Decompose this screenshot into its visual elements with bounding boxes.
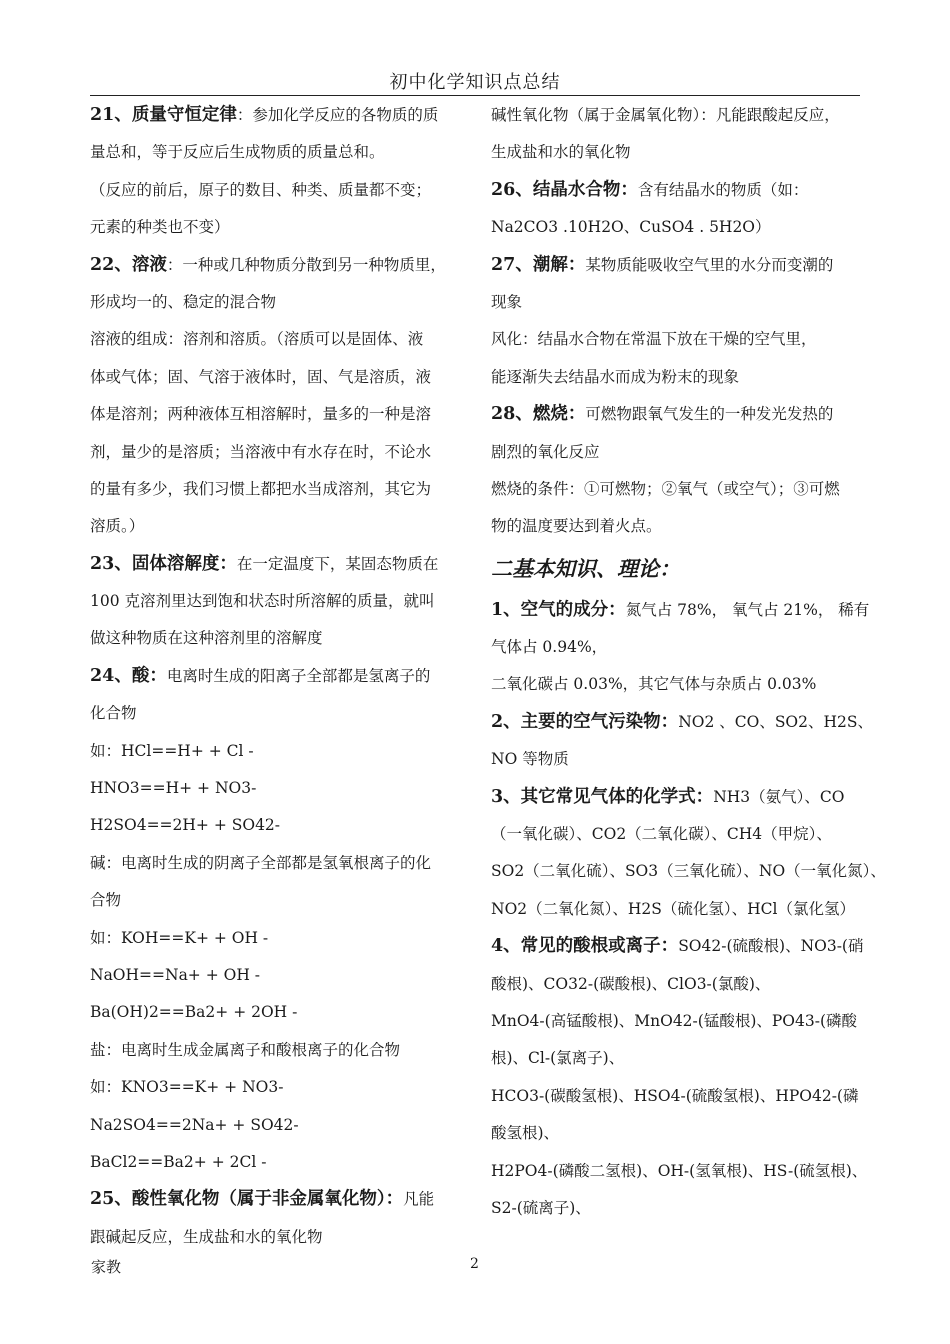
- body-text: 如：KOH==K+ + OH -: [90, 928, 269, 947]
- text-line: [90, 695, 460, 732]
- body-text: 物的温度要达到着火点。: [491, 517, 662, 536]
- text-line: [491, 853, 886, 890]
- body-text: 形成均一的、稳定的混合物: [90, 292, 277, 311]
- text-line: [491, 209, 861, 246]
- body-text: 跟碱起反应，生成盐和水的氧化物: [90, 1227, 323, 1246]
- body-text: NaOH==Na+ + OH -: [90, 965, 261, 984]
- text-line: [90, 471, 460, 508]
- text-line: [491, 471, 861, 508]
- body-text: 电离时生成的阳离子全部都是氢离子的: [166, 666, 431, 685]
- body-text: HCO3-(碳酸氢根)、HSO4-(硫酸氢根)、HPO42-(磷: [491, 1086, 859, 1105]
- text-line: [90, 620, 460, 657]
- body-text: （一氧化碳）、CO2（二氧化碳）、CH4（甲烷）、: [491, 825, 832, 844]
- text-line: [491, 666, 861, 703]
- text-line: [491, 284, 861, 321]
- body-text: 现象: [491, 292, 523, 311]
- text-line: [90, 1107, 460, 1144]
- body-text: 溶质。）: [90, 517, 145, 536]
- text-line: [491, 508, 861, 545]
- body-text: 根)、Cl-(氯离子)、: [491, 1049, 625, 1068]
- body-text: NO2（二氧化氮）、H2S（硫化氢）、HCl（氯化氢）: [491, 899, 855, 918]
- text-line: [491, 359, 861, 396]
- text-line: [90, 247, 460, 284]
- body-text: 剧烈的氧化反应: [491, 442, 600, 461]
- text-line: [90, 434, 460, 471]
- text-line: [491, 1190, 861, 1227]
- term-heading: 25、酸性氧化物（属于非金属氧化物）：: [90, 1189, 404, 1210]
- body-text: 风化：结晶水合物在常温下放在干燥的空气里，: [491, 330, 817, 349]
- text-line: [90, 97, 460, 134]
- text-line: [491, 396, 861, 433]
- text-line: [90, 658, 460, 695]
- text-line: [491, 97, 861, 134]
- body-text: 二氧化碳占 0.03%，其它气体与杂质占 0.03%: [491, 675, 817, 694]
- body-text: 体或气体；固、气溶于液体时，固、气是溶质，液: [90, 367, 432, 386]
- body-text: 燃烧的条件：①可燃物；②氧气（或空气）；③可燃: [491, 479, 840, 498]
- text-line: [491, 779, 861, 816]
- text-line: [90, 957, 460, 994]
- body-text: NH3（氨气）、CO: [713, 787, 845, 806]
- text-line: [90, 1069, 460, 1106]
- body-text: MnO4-(高锰酸根)、MnO42-(锰酸根)、PO43-(磷酸: [491, 1011, 858, 1030]
- body-text: 凡能: [403, 1190, 435, 1209]
- term-heading: 24、酸：: [90, 665, 167, 686]
- text-line: [491, 891, 861, 928]
- body-text: 能逐渐失去结晶水而成为粉末的现象: [491, 367, 740, 386]
- body-text: 溶液的组成：溶剂和溶质。（溶质可以是固体、液: [90, 330, 424, 349]
- term-heading: 26、结晶水合物：: [491, 179, 638, 200]
- text-line: [90, 807, 460, 844]
- text-line: [90, 920, 460, 957]
- body-text: 生成盐和水的氧化物: [491, 143, 631, 162]
- text-line: [491, 1115, 861, 1152]
- body-text: HNO3==H+ + NO3-: [90, 779, 257, 798]
- text-line: [90, 1219, 460, 1256]
- page-header-title: 初中化学知识点总结: [389, 72, 561, 93]
- text-line: [491, 1153, 868, 1190]
- body-text: 含有结晶水的物质（如：: [637, 180, 809, 199]
- body-text: 化合物: [90, 704, 137, 723]
- text-line: [491, 629, 861, 666]
- body-text: 合物: [90, 891, 122, 910]
- text-line: [491, 1040, 861, 1077]
- body-text: H2PO4-(磷酸二氢根)、OH-(氢氧根)、HS-(硫氢根)、: [491, 1161, 868, 1180]
- text-line: [491, 816, 861, 853]
- body-text: 做这种物质在这种溶剂里的溶解度: [90, 629, 323, 648]
- body-text: （反应的前后，原子的数目、种类、质量都不变；: [90, 180, 432, 199]
- term-heading: 27、潮解：: [491, 254, 586, 275]
- term-heading: 4、常见的酸根或离子：: [491, 936, 679, 957]
- body-text: 碱：电离时生成的阴离子全部都是氢氧根离子的化: [90, 853, 432, 872]
- text-line: [90, 284, 460, 321]
- body-text: SO42-(硫酸根)、NO3-(硝: [678, 937, 864, 956]
- text-line: [90, 845, 460, 882]
- text-line: [90, 546, 460, 583]
- body-text: 体是溶剂；两种液体互相溶解时，量多的一种是溶: [90, 405, 432, 424]
- body-text: Na2SO4==2Na+ + SO42-: [90, 1115, 299, 1134]
- text-line: [491, 966, 861, 1003]
- body-text: SO2（二氧化硫）、SO3（三氧化硫）、NO（一氧化氮）、: [491, 862, 886, 881]
- text-line: [90, 359, 460, 396]
- body-text: 氮气占 78%， 氧气占 21%， 稀有: [625, 600, 870, 619]
- text-line: [491, 741, 861, 778]
- body-text: 酸氢根)、: [491, 1124, 560, 1143]
- term-heading: 28、燃烧：: [491, 404, 586, 425]
- text-line: [90, 508, 460, 545]
- left-column: [90, 97, 460, 1256]
- text-line: [90, 396, 460, 433]
- text-line: [491, 321, 861, 358]
- body-text: 某物质能吸收空气里的水分而变潮的: [585, 255, 834, 274]
- text-line: [491, 592, 870, 629]
- term-heading: 21、质量守恒定律: [90, 105, 237, 125]
- body-text: ：一种或几种物质分散到另一种物质里，: [166, 255, 446, 274]
- body-text: S2-(硫离子)、: [491, 1198, 591, 1217]
- body-text: ：参加化学反应的各物质的质: [236, 106, 439, 124]
- body-text: 盐：电离时生成金属离子和酸根离子的化合物: [90, 1040, 401, 1059]
- body-text: 100 克溶剂里达到饱和状态时所溶解的质量，就叫: [90, 592, 435, 611]
- body-text: H2SO4==2H+ + SO42-: [90, 816, 281, 835]
- text-line: [90, 134, 460, 171]
- body-text: 气体占 0.94%，: [491, 638, 608, 657]
- header-rule: [90, 95, 860, 96]
- body-text: 如：HCl==H+ + Cl -: [90, 741, 254, 760]
- text-line: [90, 172, 460, 209]
- text-line: [491, 172, 861, 209]
- text-line: [491, 434, 861, 471]
- text-line: [491, 546, 861, 592]
- text-line: [90, 1181, 460, 1218]
- text-line: [90, 882, 460, 919]
- text-line: [491, 928, 864, 965]
- term-heading: 1、空气的成分：: [491, 599, 626, 620]
- body-text: 碱性氧化物（属于金属氧化物）：凡能跟酸起反应，: [491, 106, 840, 124]
- right-column: [491, 97, 886, 1227]
- body-text: 的量有多少，我们习惯上都把水当成溶剂，其它为: [90, 479, 432, 498]
- body-text: Na2CO3 .10H2O、CuSO4 . 5H2O）: [491, 218, 771, 237]
- text-line: [90, 209, 460, 246]
- body-text: 可燃物跟氧气发生的一种发光发热的: [585, 405, 834, 424]
- body-text: NO2 、CO、SO2、H2S、: [678, 712, 873, 731]
- body-text: 如：KNO3==K+ + NO3-: [90, 1078, 284, 1097]
- text-line: [90, 733, 460, 770]
- term-heading: 23、固体溶解度：: [90, 553, 237, 574]
- body-text: NO 等物质: [491, 750, 569, 769]
- text-line: [491, 704, 873, 741]
- text-line: [491, 134, 861, 171]
- body-text: Ba(OH)2==Ba2+ + 2OH -: [90, 1003, 298, 1022]
- body-text: 在一定温度下，某固态物质在: [236, 554, 439, 573]
- text-line: [491, 247, 861, 284]
- text-line: [90, 994, 460, 1031]
- text-line: [90, 1032, 460, 1069]
- text-line: [90, 321, 460, 358]
- body-text: 剂，量少的是溶质；当溶液中有水存在时，不论水: [90, 442, 432, 461]
- text-line: [491, 1003, 861, 1040]
- footer-label: 家教: [91, 1258, 122, 1276]
- text-line: [90, 1144, 460, 1181]
- term-heading: 3、其它常见气体的化学式：: [491, 786, 714, 807]
- section-heading: 二基本知识、理论：: [491, 555, 680, 581]
- body-text: 酸根)、CO32-(碳酸根)、ClO3-(氯酸)、: [491, 974, 771, 993]
- body-text: 量总和，等于反应后生成物质的质量总和。: [90, 143, 385, 162]
- body-text: 元素的种类也不变）: [90, 218, 230, 237]
- term-heading: 2、主要的空气污染物：: [491, 711, 679, 732]
- body-text: BaCl2==Ba2+ + 2Cl -: [90, 1152, 267, 1171]
- text-line: [491, 1078, 861, 1115]
- text-line: [90, 583, 460, 620]
- text-line: [90, 770, 460, 807]
- page-number: 2: [470, 1256, 479, 1272]
- term-heading: 22、溶液: [90, 254, 167, 275]
